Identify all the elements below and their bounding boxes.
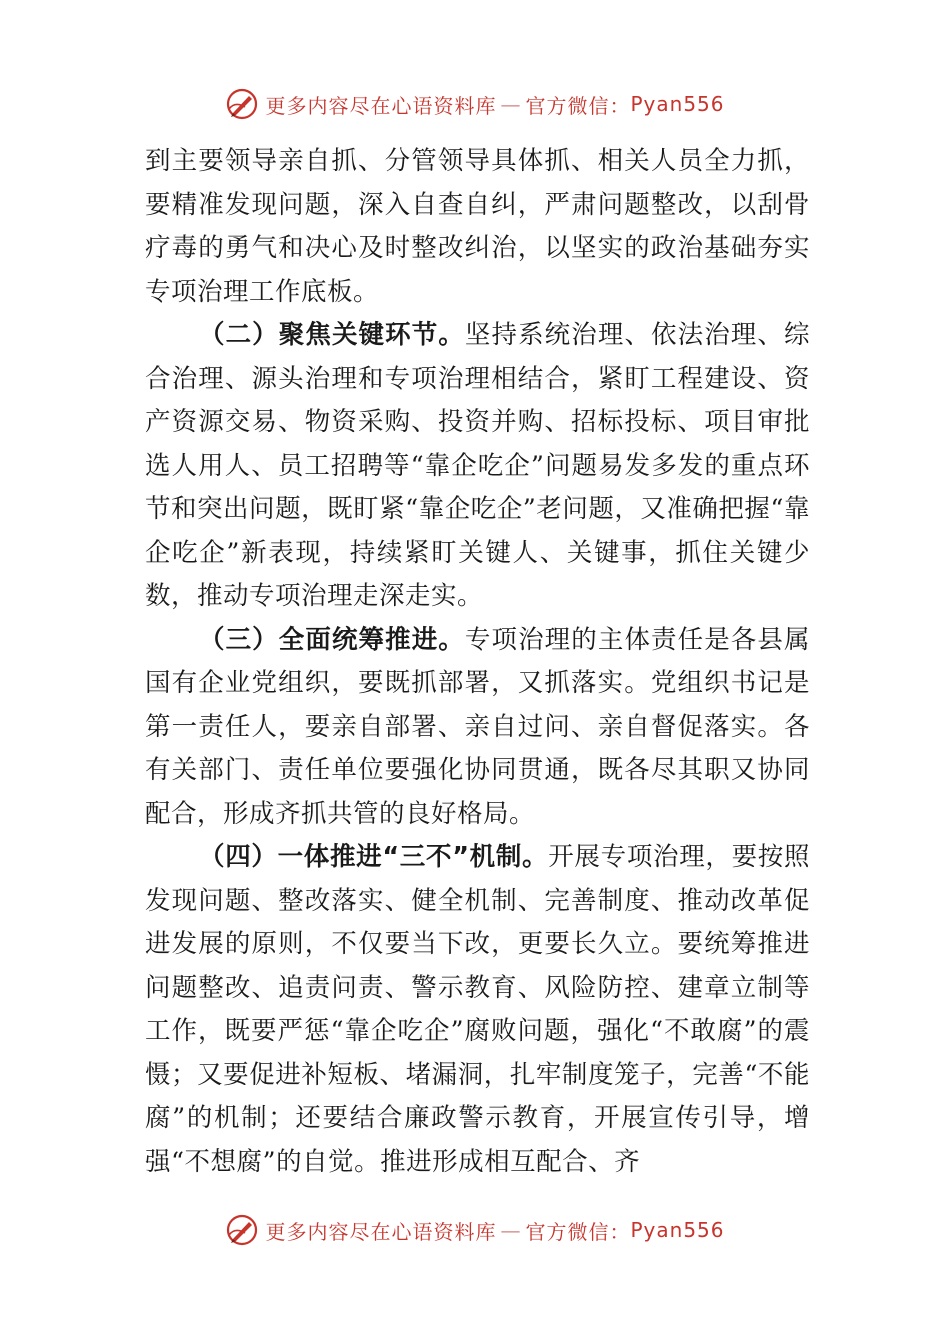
watermark-label: 官方微信：: [525, 93, 631, 118]
pen-logo-icon: [225, 1213, 259, 1247]
watermark-separator: —: [500, 92, 522, 116]
paragraph-text: 开展专项治理，要按照发现问题、整改落实、健全机制、完善制度、推动改革促进发展的原则，不仅要当下改，更要长久立。要统筹推进问题整改、追责问责、警示教育、风险防控、建章立制等工作，既要严惩“靠企吃企”腐败问题，强化“不敢腐”的震慑；又要促进补短板、堵漏洞，扎牢制度笼子，完善“不能腐”的机制；还要结合廉政警示教育，开展宣传引导，增强“不想腐”的自觉。推进形成相互配合、齐: [145, 842, 810, 1177]
watermark-handle: Pyan556: [630, 92, 725, 116]
paragraph-2: [145, 314, 810, 619]
watermark-separator: —: [500, 1218, 522, 1242]
paragraph-text: 到主要领导亲自抓、分管领导具体抓、相关人员全力抓，要精准发现问题，深入自查自纠，严肃问题整改，以刮骨疗毒的勇气和决心及时整改纠治，以坚实的政治基础夯实专项治理工作底板。: [145, 146, 810, 307]
paragraph-1: [145, 140, 810, 314]
watermark-text: 更多内容尽在心语资料库: [265, 1219, 497, 1244]
watermark-header: [0, 84, 950, 124]
watermark-text: 更多内容尽在心语资料库: [265, 93, 497, 118]
watermark-label: 官方微信：: [525, 1219, 631, 1244]
paragraph-heading: （三）全面统筹推进。: [199, 624, 465, 655]
pen-logo-icon: [225, 87, 259, 121]
document-body: [145, 140, 810, 1184]
paragraph-text: 专项治理的主体责任是各县属国有企业党组织，要既抓部署，又抓落实。党组织书记是第一责任人，要亲自部署、亲自过问、亲自督促落实。各有关部门、责任单位要强化协同贯通，既各尽其职又协同配合，形成齐抓共管的良好格局。: [145, 624, 810, 829]
paragraph-3: [145, 619, 810, 837]
paragraph-4: [145, 836, 810, 1184]
watermark-handle: Pyan556: [630, 1218, 725, 1242]
paragraph-heading: （四）一体推进“三不”机制。: [199, 842, 549, 872]
watermark-footer: [0, 1210, 950, 1250]
paragraph-text: 坚持系统治理、依法治理、综合治理、源头治理和专项治理相结合，紧盯工程建设、资产资源交易、物资采购、投资并购、招标投标、项目审批选人用人、员工招聘等“靠企吃企”问题易发多发的重点环节和突出问题，既盯紧“靠企吃企”老问题，又准确把握“靠企吃企”新表现，持续紧盯关键人、关键事，抓住关键少数，推动专项治理走深走实。: [145, 320, 810, 611]
paragraph-heading: （二）聚焦关键环节。: [199, 320, 465, 350]
